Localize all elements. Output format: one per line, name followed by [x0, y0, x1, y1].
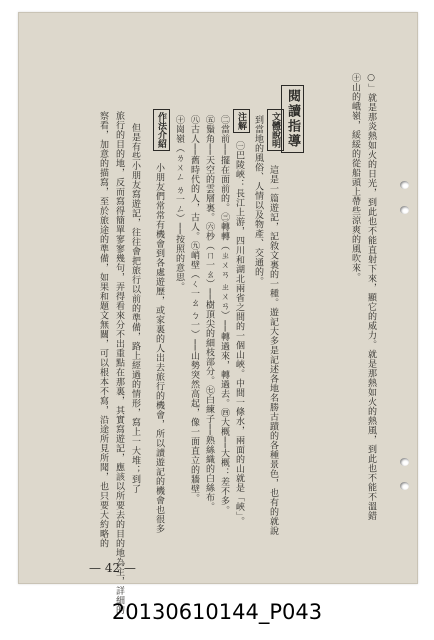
text-column: 小朋友們常常有機會到各處遊歷，或家裏的人出去旅行的機會，所以讀遊記的機會也很多 [154, 163, 164, 534]
tag-method: 作法介紹 [153, 109, 170, 151]
text-column: 察看，加意的描寫，至於旅途的準備，如果和題文無關，可以根本不寫，沿途所見所聞，也只要大約略的 [98, 111, 108, 548]
tag-style: 文體說明 [267, 109, 284, 151]
text-column: ㊀巴陵峽：長江上游，四川和湖北兩省之間的一個山峽。中間一條水，兩面的山就是「峽」。 [234, 141, 244, 526]
text-column: 到當地的風俗、人情以及物產、交通的。 [253, 115, 263, 286]
text-column: 旅行的目的地，反而寫得簡單寥寥幾句，弄得看來分不出重點在那裏，其實寫遊記，應該以所要去的目的地為主，詳細的 [114, 111, 124, 615]
text-column: 但是有些小朋友寫遊記，往往會把旅行以前的準備，路上經過的情形，寫上一大堆；到了 [130, 123, 140, 494]
text-column: ㊉山的峨嶺，綏綏的從船頭上帶些涼爽的風吹來。 [350, 73, 360, 282]
binding-hole [400, 206, 409, 214]
image-caption: 20130610144_P043 [111, 600, 323, 624]
binding-hole [400, 458, 409, 466]
intro-text: 這是一篇遊記，記敘文裏的一種。遊記大多是記述各地名勝古蹟的各種景色，也有的就說 [268, 165, 278, 536]
tag-notes: 注解 [233, 109, 250, 133]
text-column: ㊄鬚角──天空的雲層裏。㊅杪（ㄇ一ㄠ）──樹頂尖的細枝部分。㊆白練子──熟絲織的白絲布。 [204, 115, 214, 512]
page-number: — 42 — [89, 561, 136, 575]
section-heading: 閱讀指導 [281, 85, 304, 153]
text-column: ㊁當前──擺在面前的。㊂轉轉（ㄓㄨㄢ ㄓㄨㄢ）──轉過來，轉過去。㊃大概──大概：差不多。 [219, 115, 229, 515]
text-column: ㊇古人──舊時代的人，古人。㊈峭壁（ㄑ一ㄠ ㄅ一）──山勢突然高起，像一面直立的牆壁。 [189, 115, 199, 504]
text-column: ○」就是那炎熱如火的日光，到此也不能直射下來，顯它的威力。就是那熱如火的熱風，到此也不能不溫錯 [366, 73, 376, 521]
binding-hole [400, 181, 409, 189]
text-column: ㊉崗嶺（ㄌㄨㄥ ㄌ一ㄥ）──按照的意思。 [174, 115, 184, 292]
binding-hole [400, 482, 409, 490]
